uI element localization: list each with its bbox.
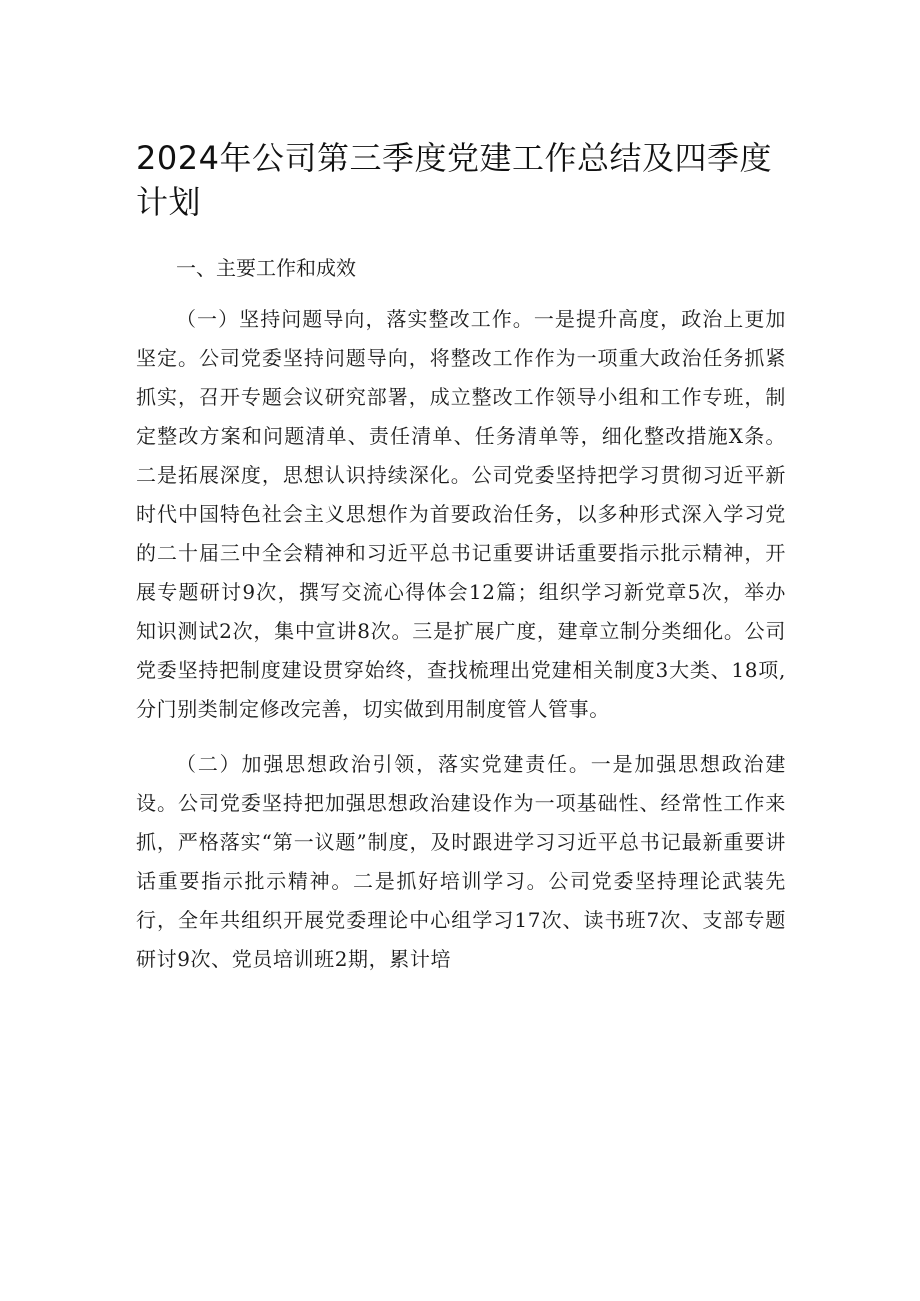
body-paragraph: （二）加强思想政治引领，落实党建责任。一是加强思想政治建设。公司党委坚持把加强思想政治建设作为一项基础性、经常性工作来抓，严格落实“第一议题”制度，及时跟进学习习近平总书记最新重要讲话重要指示批示精神。二是抓好培训学习。公司党委坚持理论武装先行，全年共组织开展党委理论中心组学习17次、读书班7次、支部专题研讨9次、党员培训班2期，累计培 bbox=[136, 752, 786, 971]
document-title: 2024年公司第三季度党建工作总结及四季度计划 bbox=[136, 139, 772, 221]
section-heading: 一、主要工作和成效 bbox=[176, 256, 356, 280]
body-paragraph: （一）坚持问题导向，落实整改工作。一是提升高度，政治上更加坚定。公司党委坚持问题导向，将整改工作作为一项重大政治任务抓紧抓实，召开专题会议研究部署，成立整改工作领导小组和工作专班，制定整改方案和问题清单、责任清单、任务清单等，细化整改措施X条。二是拓展深度，思想认识持续深化。公司党委坚持把学习贯彻习近平新时代中国特色社会主义思想作为首要政治任务，以多种形式深入学习党的二十届三中全会精神和习近平总书记重要讲话重要指示批示精神，开展专题研讨9次，撰写交流心得体会12篇；组织学习新党章5次，举办知识测试2次，集中宣讲8次。三是扩展广度，建章立制分类细化。公司党委坚持把制度建设贯穿始终，查找梳理出党建相关制度3大类、18项,分门别类制定修改完善，切实做到用制度管人管事。 bbox=[136, 307, 786, 721]
document-page bbox=[136, 136, 786, 979]
